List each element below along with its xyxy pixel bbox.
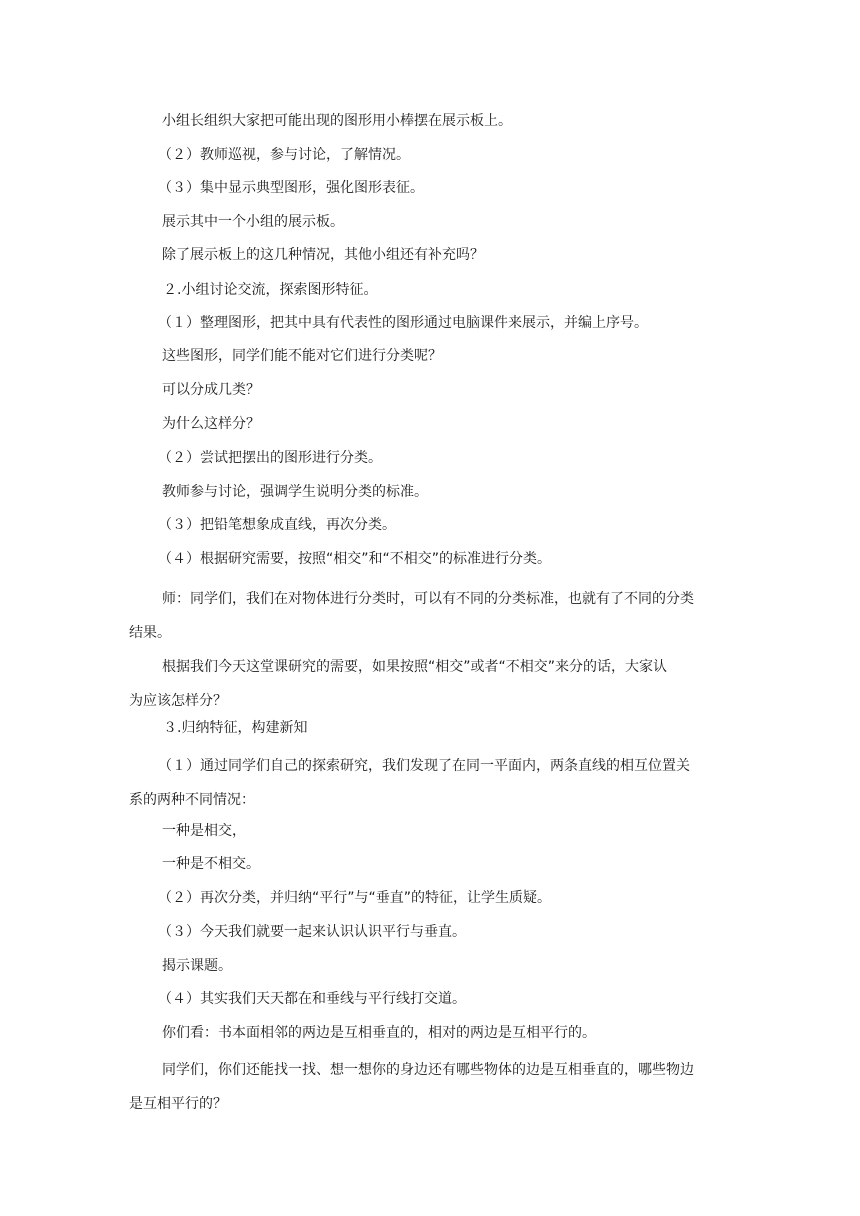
paragraph-line: 系的两种不同情况： (129, 792, 255, 808)
paragraph-line: （１）通过同学们自己的探索研究，我们发现了在同一平面内，两条直线的相互位置关 (158, 758, 690, 774)
paragraph-today-topic: （３）今天我们就要一起来认识认识平行与垂直。 (158, 924, 466, 940)
paragraph-pencil-lines: （３）把铅笔想象成直线，再次分类。 (158, 517, 396, 533)
paragraph-line: 是互相平行的？ (129, 1096, 227, 1112)
paragraph-classify-question: 这些图形，同学们能不能对它们进行分类呢？ (162, 348, 442, 364)
paragraph-step-3-display: （３）集中显示典型图形，强化图形表征。 (158, 180, 424, 196)
paragraph-research-basis (129, 650, 731, 718)
paragraph-intersect: 一种是相交， (162, 823, 246, 839)
section-heading-2: ２.小组讨论交流，探索图形特征。 (163, 282, 378, 298)
paragraph-how-many-types: 可以分成几类？ (162, 382, 260, 398)
paragraph-find-examples (129, 1053, 731, 1121)
paragraph-not-intersect: 一种是不相交。 (162, 856, 260, 872)
paragraph-line: 同学们，你们还能找一找、想一想你的身边还有哪些物体的边是互相垂直的，哪些物边 (162, 1062, 694, 1078)
paragraph-organize-figures: （１）整理图形，把其中具有代表性的图形通过电脑课件来展示，并编上序号。 (158, 315, 648, 331)
paragraph-supplement-question: 除了展示板上的这几种情况，其他小组还有补充吗？ (162, 247, 484, 263)
paragraph-reclassify: （２）再次分类，并归纳“平行”与“垂直”的特征，让学生质疑。 (158, 890, 552, 906)
paragraph-line: 为应该怎样分？ (129, 693, 227, 709)
paragraph-line: 师：同学们，我们在对物体进行分类时，可以有不同的分类标准，也就有了不同的分类 (162, 591, 694, 607)
section-heading-3: ３.归纳特征，构建新知 (163, 720, 308, 736)
paragraph-teacher-participate: 教师参与讨论，强调学生说明分类的标准。 (162, 484, 428, 500)
paragraph-reveal-title: 揭示课题。 (162, 958, 232, 974)
paragraph-teacher-remark (129, 582, 731, 650)
paragraph-line: 根据我们今天这堂课研究的需要，如果按照“相交”或者“不相交”来分的话，大家认 (162, 659, 668, 675)
paragraph-book-example: 你们看：书本面相邻的两边是互相垂直的，相对的两边是互相平行的。 (162, 1025, 596, 1041)
paragraph-daily-lines: （４）其实我们天天都在和垂线与平行线打交道。 (158, 991, 466, 1007)
paragraph-why-classify: 为什么这样分？ (162, 416, 260, 432)
paragraph-try-classify: （２）尝试把摆出的图形进行分类。 (158, 450, 382, 466)
paragraph-findings (129, 749, 731, 817)
paragraph-step-2-patrol: （２）教师巡视，参与讨论，了解情况。 (158, 147, 410, 163)
paragraph-group-leader: 小组长组织大家把可能出现的图形用小棒摆在展示板上。 (162, 113, 512, 129)
paragraph-intersect-standard: （４）根据研究需要，按照“相交”和“不相交”的标准进行分类。 (158, 551, 552, 567)
paragraph-show-board: 展示其中一个小组的展示板。 (162, 214, 344, 230)
paragraph-line: 结果。 (129, 625, 171, 641)
